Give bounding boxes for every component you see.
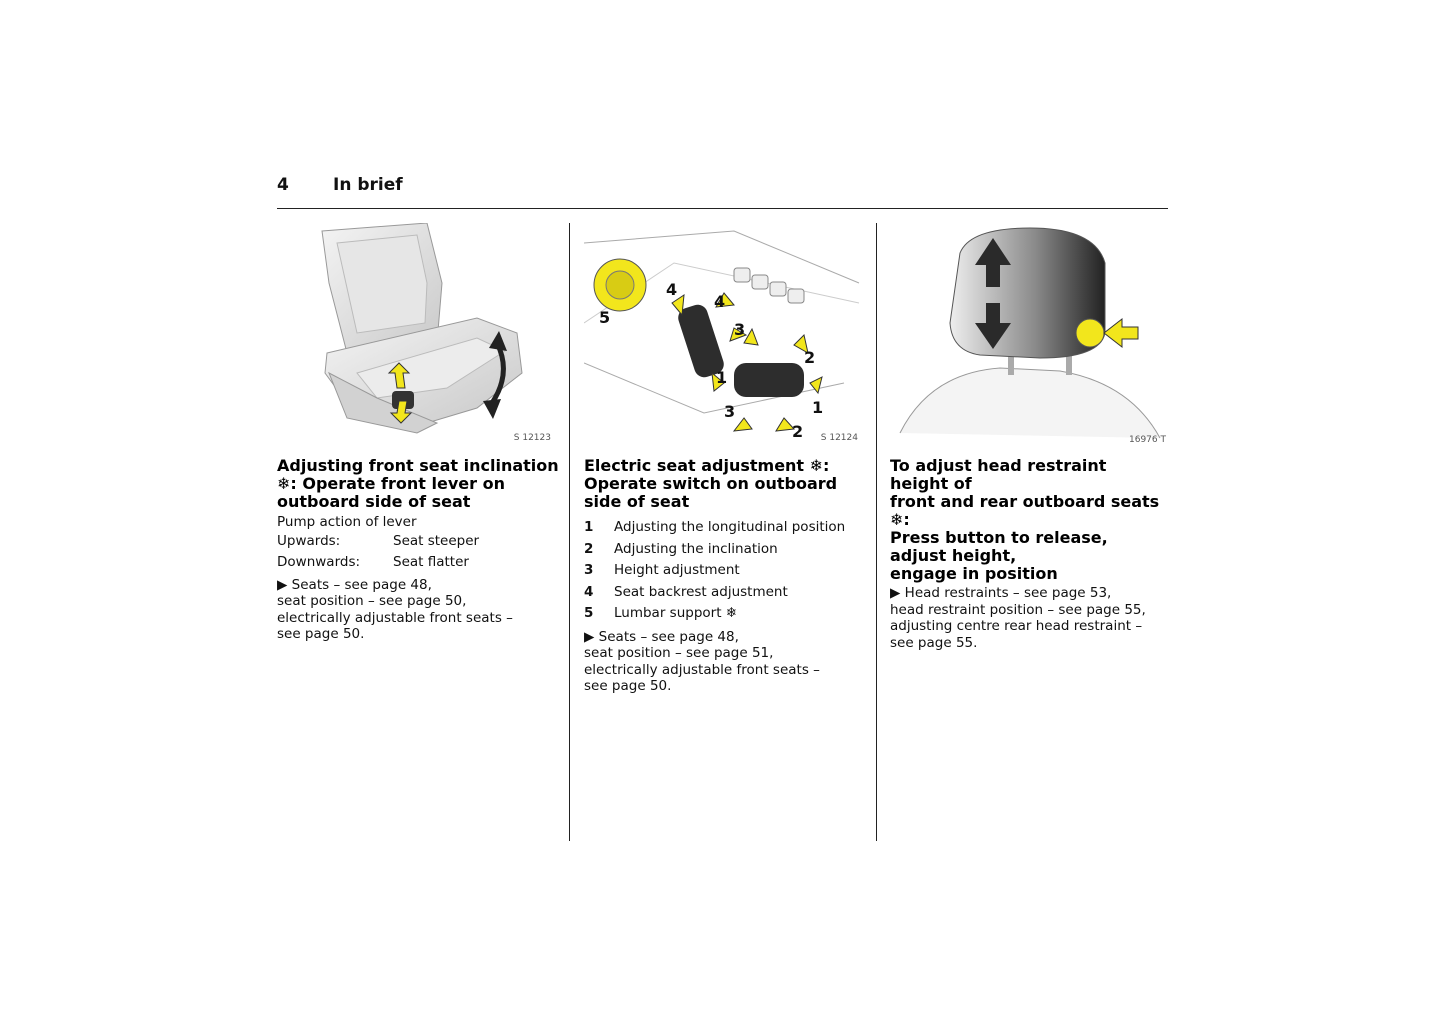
reference-line: adjusting centre rear head restraint – — [890, 618, 1143, 634]
row-label: Upwards: — [277, 532, 341, 549]
cross-references — [584, 629, 868, 695]
numbered-list — [584, 517, 868, 625]
heading-line: adjust height, — [890, 546, 1017, 565]
page-header — [277, 175, 1168, 209]
item-number: 1 — [584, 519, 594, 535]
page-number: 4 — [277, 175, 289, 195]
heading: Adjusting front seat inclination ❄: Operate front lever on outboard side of seat — [277, 456, 559, 511]
column-head-restraint — [890, 223, 1170, 651]
list-item — [277, 531, 559, 552]
item-text: Seat backrest adjustment — [614, 583, 788, 600]
item-number: 2 — [584, 540, 594, 557]
column-divider-1 — [569, 223, 570, 841]
reference-line: see page 55. — [890, 634, 978, 651]
item-text: Adjusting the longitudinal position — [614, 519, 846, 535]
figure-code: 16976 T — [1129, 435, 1166, 445]
reference-line: electrically adjustable front seats – — [584, 661, 820, 678]
column-electric-seat — [584, 223, 868, 695]
figure-label-2b: 2 — [792, 422, 804, 441]
heading-line: To adjust head restraint height of — [890, 456, 1107, 493]
head-restraint-illustration — [890, 223, 1168, 445]
figure-code: S 12124 — [820, 433, 858, 443]
heading-line: front and rear outboard seats ❄: — [890, 492, 1160, 529]
row-value: Seat steeper — [393, 532, 480, 549]
row-value: Seat flatter — [393, 553, 469, 570]
reference-line: seat position – see page 50, — [277, 593, 467, 609]
figure-label-2a: 2 — [804, 348, 816, 367]
header-divider — [277, 208, 1168, 209]
cross-references — [890, 585, 1170, 651]
figure-label-1a: 1 — [716, 368, 728, 387]
column-divider-2 — [876, 223, 877, 841]
heading — [890, 457, 1170, 583]
reference-line: ▶ Head restraints – see page 53, — [890, 585, 1112, 601]
reference-line: ▶ Seats – see page 48, — [584, 628, 739, 645]
list-item — [277, 552, 559, 573]
list-item — [584, 517, 868, 539]
reference-line: ▶ Seats – see page 48, — [277, 576, 432, 593]
electric-seat-figure — [584, 223, 862, 445]
figure-label-3b: 3 — [724, 402, 736, 421]
reference-line: head restraint position – see page 55, — [890, 601, 1146, 618]
list-item — [584, 539, 868, 561]
item-number: 5 — [584, 605, 594, 621]
list-item — [584, 582, 868, 604]
figure-label-4b: 4 — [714, 292, 726, 311]
row-label: Downwards: — [277, 553, 361, 570]
reference-line: seat position – see page 51, — [584, 645, 774, 661]
seat-illustration — [277, 223, 555, 445]
reference-line: see page 50. — [277, 626, 365, 642]
item-text: Adjusting the inclination — [614, 540, 778, 557]
item-number: 4 — [584, 583, 594, 600]
reference-line: electrically adjustable front seats – — [277, 609, 513, 626]
figure-label-3a: 3 — [734, 320, 746, 339]
item-text: Height adjustment — [614, 562, 740, 578]
figure-label-4a: 4 — [666, 280, 678, 299]
list-item — [584, 560, 868, 582]
column-seat-inclination — [277, 223, 559, 643]
item-text: Lumbar support ❄ — [614, 605, 738, 621]
item-number: 3 — [584, 562, 594, 578]
list-item — [584, 603, 868, 625]
cross-references — [277, 577, 559, 643]
heading-line: engage in position — [890, 564, 1058, 583]
figure-code: S 12123 — [513, 433, 551, 443]
heading-line: Press button to release, — [890, 528, 1108, 547]
head-restraint-figure — [890, 223, 1168, 445]
figure-label-5: 5 — [599, 308, 611, 327]
section-title: In brief — [333, 175, 403, 195]
seat-inclination-figure — [277, 223, 555, 445]
heading: Electric seat adjustment ❄: Operate switch on outboard side of seat — [584, 456, 838, 511]
reference-line: see page 50. — [584, 678, 672, 694]
seat-switch-illustration — [584, 223, 862, 445]
figure-label-1b: 1 — [812, 398, 824, 417]
intro-text: Pump action of lever — [277, 514, 417, 530]
